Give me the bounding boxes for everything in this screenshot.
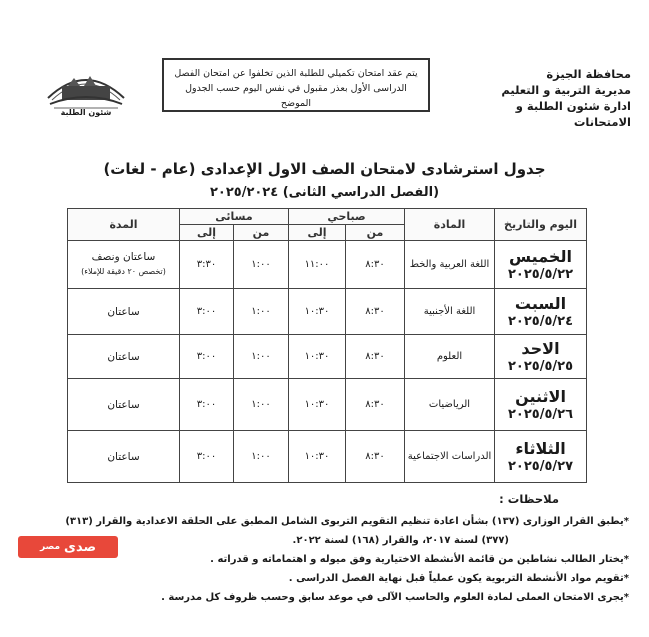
notice-line-2: الدراسى الأول بعذر مقبول في نفس اليوم حسب الجدول الموضح <box>185 83 407 109</box>
exam-schedule-table <box>67 208 587 483</box>
logo-caption: شئون الطلبة <box>60 108 112 117</box>
subject-cell: اللغة الأجنبية <box>405 289 495 335</box>
header-morning: صباحي <box>289 209 405 225</box>
day-cell <box>495 379 587 431</box>
header-subject: المادة <box>405 209 495 241</box>
header-evening-to: إلى <box>180 225 234 241</box>
evening-from-cell: ١:٠٠ <box>234 335 289 379</box>
morning-to-cell: ١٠:٣٠ <box>289 379 346 431</box>
subject-cell: الدراسات الاجتماعية <box>405 431 495 483</box>
notice-box <box>162 58 430 112</box>
day-name: الخميس <box>509 246 572 266</box>
morning-from-cell: ٨:٣٠ <box>346 431 405 483</box>
note-item: (٣٧٧) لسنة ٢٠١٧، والقرار (١٦٨) لسنة ٢٠٢٢. <box>292 535 509 546</box>
day-date: ٢٠٢٥/٥/٢٧ <box>507 458 574 474</box>
subject-cell: العلوم <box>405 335 495 379</box>
day-date: ٢٠٢٥/٥/٢٥ <box>507 358 574 374</box>
duration-text: ساعتان ونصف <box>91 251 156 263</box>
morning-from-cell: ٨:٣٠ <box>346 241 405 289</box>
header-duration: المدة <box>68 209 180 241</box>
table-row <box>68 289 587 335</box>
evening-from-cell: ١:٠٠ <box>234 241 289 289</box>
morning-from-cell: ٨:٣٠ <box>346 335 405 379</box>
evening-to-cell: ٣:٠٠ <box>180 335 234 379</box>
morning-to-cell: ١٠:٣٠ <box>289 431 346 483</box>
duration-cell: ساعتان <box>68 379 180 431</box>
note-item: *تقويم مواد الأنشطة التربوية يكون عملياً قبل نهاية الفصل الدراسى . <box>288 573 629 584</box>
table-header-row <box>68 209 587 225</box>
header-morning-to: إلى <box>289 225 346 241</box>
morning-to-cell: ١٠:٣٠ <box>289 289 346 335</box>
directorate-line: مديرية التربية و التعليم <box>501 83 631 97</box>
duration-cell: ساعتان <box>68 335 180 379</box>
table-row <box>68 379 587 431</box>
evening-to-cell: ٣:٣٠ <box>180 241 234 289</box>
day-cell <box>495 431 587 483</box>
header-day: اليوم والتاريخ <box>495 209 587 241</box>
duration-cell: ساعتان <box>68 289 180 335</box>
day-cell <box>495 289 587 335</box>
notes-heading: ملاحظات : <box>499 492 559 506</box>
watermark-text: صدى <box>64 539 97 555</box>
morning-from-cell: ٨:٣٠ <box>346 379 405 431</box>
day-date: ٢٠٢٥/٥/٢٤ <box>507 313 574 329</box>
note-item: *يجرى الامتحان العملى لمادة العلوم والحاسب الآلى في موعد سابق وحسب ظروف كل مدرسة . <box>161 592 629 603</box>
page-title: جدول استرشادى لامتحان الصف الاول الإعدادى (عام - لغات) <box>103 160 546 178</box>
day-date: ٢٠٢٥/٥/٢٢ <box>507 266 574 282</box>
day-name: الاحد <box>521 338 560 358</box>
evening-from-cell: ١:٠٠ <box>234 431 289 483</box>
day-date: ٢٠٢٥/٥/٢٦ <box>507 406 574 422</box>
morning-to-cell: ١١:٠٠ <box>289 241 346 289</box>
notes-list <box>29 512 629 607</box>
evening-from-cell: ١:٠٠ <box>234 289 289 335</box>
header-evening-from: من <box>234 225 289 241</box>
evening-to-cell: ٣:٠٠ <box>180 379 234 431</box>
duration-cell: ساعتان <box>68 431 180 483</box>
watermark-logo <box>18 536 118 558</box>
morning-from-cell: ٨:٣٠ <box>346 289 405 335</box>
table-row <box>68 431 587 483</box>
administration-line: ادارة شئون الطلبة و الامتحانات <box>515 99 631 129</box>
day-cell <box>495 335 587 379</box>
header-evening: مسائى <box>180 209 289 225</box>
evening-to-cell: ٣:٠٠ <box>180 431 234 483</box>
table-row <box>68 335 587 379</box>
day-name: السبت <box>514 293 567 313</box>
day-name: الثلاثاء <box>515 438 566 458</box>
day-cell <box>495 241 587 289</box>
notice-line-1: يتم عقد امتحان تكميلي للطلبة الذين تخلفوا عن امتحان الفصل <box>174 68 418 79</box>
note-item: *يطبق القرار الوزارى (١٣٧) بشأن اعادة تنظيم التقويم التربوى الشامل المطبق على الحلقة الاعدادية والقرار (٣١٣) <box>65 516 629 527</box>
directorate-header <box>461 66 631 130</box>
duration-note: (تخصص ٢٠ دقيقة للإملاء) <box>81 267 166 276</box>
day-name: الاثنين <box>515 386 566 406</box>
morning-to-cell: ١٠:٣٠ <box>289 335 346 379</box>
governorate-line: محافظة الجيزة <box>546 67 631 81</box>
page-subtitle: (الفصل الدراسي الثانى) ٢٠٢٥/٢٠٢٤ <box>209 185 440 200</box>
evening-from-cell: ١:٠٠ <box>234 379 289 431</box>
duration-cell <box>68 241 180 289</box>
note-item: *يختار الطالب نشاطين من قائمة الأنشطة الاختيارية وفق ميوله و اهتماماته و قدراته . <box>210 554 629 565</box>
ministry-logo <box>40 60 132 122</box>
table-row <box>68 241 587 289</box>
watermark-sub: مصر <box>39 542 61 552</box>
evening-to-cell: ٣:٠٠ <box>180 289 234 335</box>
subject-cell: اللغة العربية والخط <box>405 241 495 289</box>
header-morning-from: من <box>346 225 405 241</box>
subject-cell: الرياضيات <box>405 379 495 431</box>
